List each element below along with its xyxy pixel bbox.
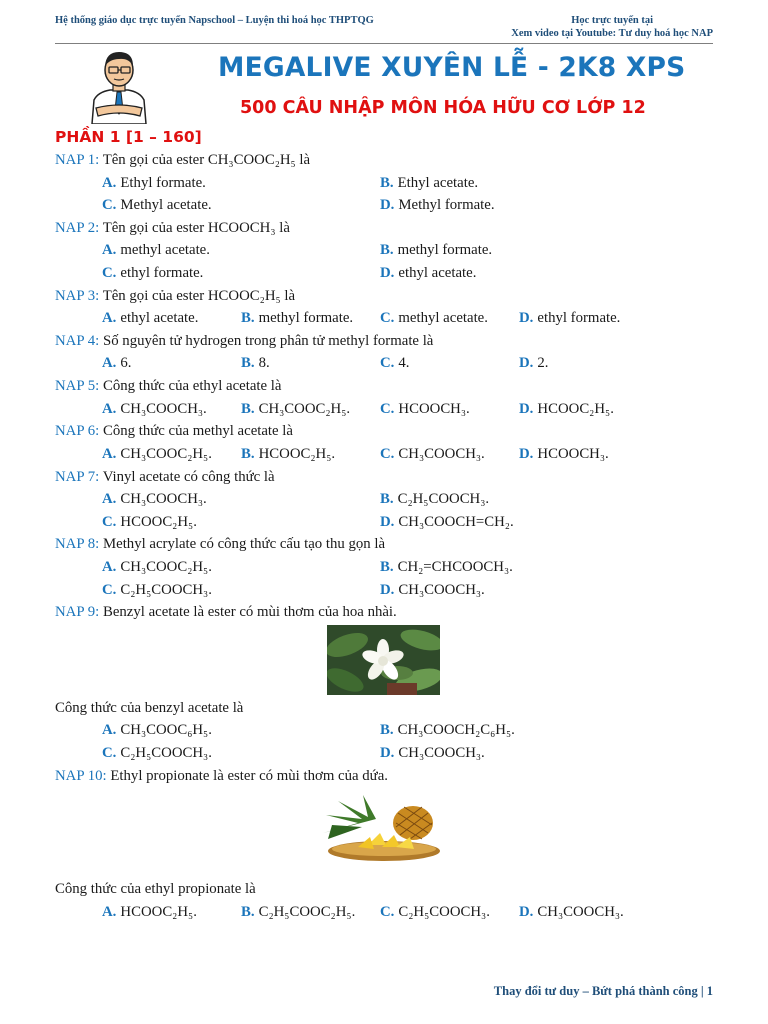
option-a: A. ethyl acetate.: [102, 310, 199, 326]
option-a: A. 6.: [102, 355, 132, 371]
question-label: NAP 4:: [55, 333, 100, 349]
option-d: D. CH₃COOCH₃.: [380, 582, 485, 598]
option-d: D. ethyl acetate.: [380, 265, 477, 281]
question-text: Công thức của ethyl acetate là: [99, 378, 282, 394]
option-a: A. CH₃COOCH₃.: [102, 491, 207, 507]
question-label: NAP 5:: [55, 378, 100, 394]
option-c: C. HCOOCH₃.: [380, 401, 470, 417]
question-text: Ethyl propionate là ester có mùi thơm của dứa.: [106, 768, 388, 784]
option-d: D. 2.: [519, 355, 549, 371]
question-text: Tên gọi của ester CH₃COOC₂H₅ là: [99, 152, 311, 168]
option-a: A. CH₃COOC₂H₅.: [102, 446, 212, 462]
option-c: C. methyl acetate.: [380, 310, 488, 326]
question-label: NAP 9:: [55, 604, 100, 620]
option-b: B. CH₃COOCH₂C₆H₅.: [380, 722, 515, 738]
option-a: A. CH₃COOC₂H₅.: [102, 559, 212, 575]
question-label: NAP 6:: [55, 423, 100, 439]
section-heading: PHẦN 1 [1 – 160]: [55, 128, 202, 146]
option-a: A. CH₃COOCH₃.: [102, 401, 207, 417]
option-d: D. Methyl formate.: [380, 197, 495, 213]
header-right: [511, 14, 713, 40]
option-b: B. methyl formate.: [380, 242, 493, 258]
option-c: C. ethyl formate.: [102, 265, 204, 281]
option-d: D. CH₃COOCH=CH₂.: [380, 514, 514, 530]
option-d: D. HCOOC₂H₅.: [519, 401, 614, 417]
option-b: B. C₂H₅COOCH₃.: [380, 491, 490, 507]
jasmine-flower-image: [327, 625, 440, 695]
question-8: [55, 536, 385, 553]
option-a: A. HCOOC₂H₅.: [102, 904, 197, 920]
question-9-stem: Công thức của benzyl acetate là: [55, 700, 244, 716]
question-label: NAP 7:: [55, 469, 100, 485]
header-right-line1[interactable]: Học trực tuyến tại: [571, 15, 654, 26]
option-a: A. CH₃COOC₆H₅.: [102, 722, 212, 738]
option-b: B. HCOOC₂H₅.: [241, 446, 336, 462]
question-2: [55, 220, 290, 237]
question-text: Công thức của methyl acetate là: [99, 423, 293, 439]
question-4: [55, 333, 433, 350]
option-b: B. Ethyl acetate.: [380, 175, 479, 191]
option-c: C. C₂H₅COOCH₃.: [102, 745, 212, 761]
question-9: [55, 604, 397, 621]
question-text: Tên gọi của ester HCOOC₂H₅ là: [99, 288, 296, 304]
question-text: Methyl acrylate có công thức cấu tạo thu gọn là: [99, 536, 386, 552]
option-c: C. Methyl acetate.: [102, 197, 212, 213]
option-d: D. ethyl formate.: [519, 310, 621, 326]
question-10: [55, 768, 388, 785]
question-10-stem: Công thức của ethyl propionate là: [55, 881, 256, 897]
question-label: NAP 8:: [55, 536, 100, 552]
question-label: NAP 10:: [55, 768, 107, 784]
option-b: B. 8.: [241, 355, 270, 371]
question-text: Số nguyên tử hydrogen trong phân tử methyl formate là: [99, 333, 434, 349]
question-text: Vinyl acetate có công thức là: [99, 469, 275, 485]
question-1: [55, 152, 310, 169]
header-divider: [55, 43, 713, 44]
option-c: C. HCOOC₂H₅.: [102, 514, 197, 530]
question-label: NAP 1:: [55, 152, 100, 168]
option-b: B. methyl formate.: [241, 310, 354, 326]
question-5: [55, 378, 281, 395]
option-d: D. CH₃COOCH₃.: [519, 904, 624, 920]
page-title: MEGALIVE XUYÊN LỄ - 2K8 XPS: [218, 52, 686, 83]
option-c: C. C₂H₅COOCH₃.: [380, 904, 490, 920]
teacher-avatar-illustration: [84, 48, 154, 124]
option-d: D. HCOOCH₃.: [519, 446, 609, 462]
header-right-line2[interactable]: Xem video tại Youtube: Tư duy hoá học NAP: [511, 28, 713, 39]
option-b: B. CH₃COOC₂H₅.: [241, 401, 351, 417]
question-label: NAP 3:: [55, 288, 100, 304]
option-a: A. Ethyl formate.: [102, 175, 206, 191]
option-a: A. methyl acetate.: [102, 242, 210, 258]
option-b: B. C₂H₅COOC₂H₅.: [241, 904, 356, 920]
option-d: D. CH₃COOCH₃.: [380, 745, 485, 761]
question-3: [55, 288, 295, 305]
question-6: [55, 423, 293, 440]
header-left-text: Hệ thống giáo dục trực tuyến Napschool – Luyện thi hoá học THPTQG: [55, 15, 374, 26]
option-c: C. C₂H₅COOCH₃.: [102, 582, 212, 598]
question-7: [55, 469, 275, 486]
question-text: Benzyl acetate là ester có mùi thơm của hoa nhài.: [99, 604, 397, 620]
question-text: Tên gọi của ester HCOOCH₃ là: [99, 220, 290, 236]
question-label: NAP 2:: [55, 220, 100, 236]
option-c: C. 4.: [380, 355, 410, 371]
page-footer: Thay đổi tư duy – Bứt phá thành công | 1: [493, 984, 713, 998]
page-subtitle: 500 CÂU NHẬP MÔN HÓA HỮU CƠ LỚP 12: [240, 98, 646, 118]
pineapple-image: [318, 793, 450, 865]
option-b: B. CH₂=CHCOOCH₃.: [380, 559, 513, 575]
option-c: C. CH₃COOCH₃.: [380, 446, 485, 462]
